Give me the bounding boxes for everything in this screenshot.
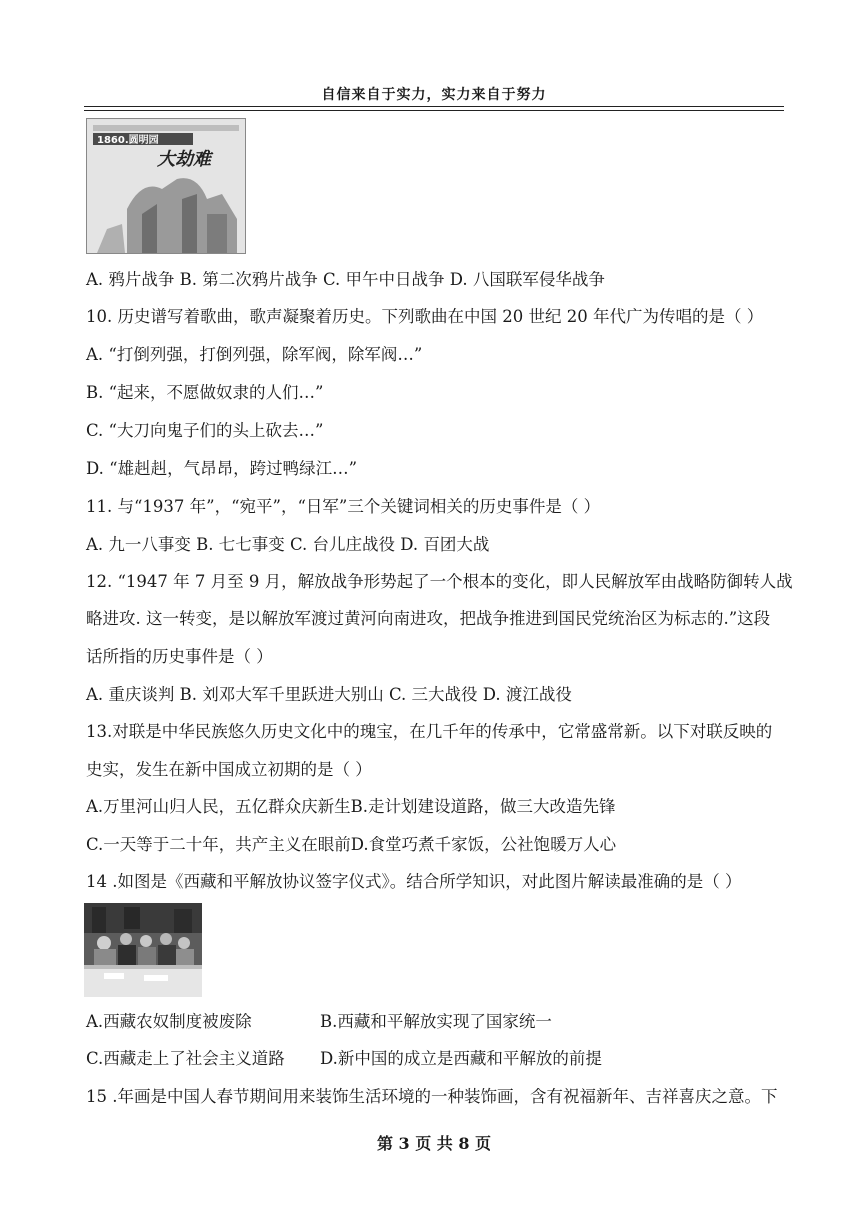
q14-option-d: D.新中国的成立是西藏和平解放的前提 xyxy=(320,1049,602,1068)
poster-subtitle-text: 大劫难 xyxy=(157,149,211,170)
q13-line-2: 史实，发生在新中国成立初期的是（ ） xyxy=(86,760,372,779)
q13-options-cd: C.一天等于二十年，共产主义在眼前D.食堂巧煮千家饭，公社饱暖万人心 xyxy=(86,835,617,854)
page-footer-number: 第 3 页 共 8 页 xyxy=(376,1134,492,1153)
q13-line-1: 13.对联是中华民族悠久历史文化中的瑰宝，在几千年的传承中，它常盛常新。以下对联反映的 xyxy=(86,722,773,741)
header-rule-top xyxy=(84,106,784,107)
yuanmingyuan-poster-image xyxy=(86,118,246,254)
q9-options: A. 鸦片战争 B. 第二次鸦片战争 C. 甲午中日战争 D. 八国联军侵华战争 xyxy=(86,270,605,289)
q12-line-1: 12. “1947 年 7 月至 9 月，解放战争形势起了一个根本的变化，即人民解放军由战略防御转人战 xyxy=(86,572,793,591)
q11-stem: 11. 与“1937 年”，“宛平”，“日军”三个关键词相关的历史事件是（ ） xyxy=(86,497,601,516)
q10-option-c: C. “大刀向鬼子们的头上砍去…” xyxy=(86,421,324,440)
q10-option-d: D. “雄赳赳，气昂昂，跨过鸭绿江…” xyxy=(86,459,358,478)
poster-title-text: 1860.圆明园 xyxy=(97,135,159,146)
tibet-signing-photo xyxy=(84,903,202,997)
q12-line-2: 略进攻. 这一转变，是以解放军渡过黄河向南进攻，把战争推进到国民党统治区为标志的.”这段 xyxy=(86,609,771,628)
q11-options: A. 九一八事变 B. 七七事变 C. 台儿庄战役 D. 百团大战 xyxy=(86,535,490,554)
q13-options-ab: A.万里河山归人民，五亿群众庆新生B.走计划建设道路，做三大改造先锋 xyxy=(86,797,616,816)
header-rule-bottom xyxy=(84,110,784,111)
q14-stem: 14 .如图是《西藏和平解放协议签字仪式》。结合所学知识，对此图片解读最准确的是（ ） xyxy=(86,872,742,891)
q12-options: A. 重庆谈判 B. 刘邓大军千里跃进大别山 C. 三大战役 D. 渡江战役 xyxy=(86,685,572,704)
q15-line-1: 15 .年画是中国人春节期间用来装饰生活环境的一种装饰画，含有祝福新年、吉祥喜庆之意。下 xyxy=(86,1087,778,1106)
q14-option-b: B.西藏和平解放实现了国家统一 xyxy=(320,1012,552,1031)
page-header-motto: 自信来自于实力，实力来自于努力 xyxy=(321,87,547,103)
q14-option-c: C.西藏走上了社会主义道路 xyxy=(86,1049,285,1068)
q10-option-b: B. “起来，不愿做奴隶的人们…” xyxy=(86,383,324,402)
q10-stem: 10. 历史谱写着歌曲，歌声凝聚着历史。下列歌曲在中国 20 世纪 20 年代广为传唱的是（ ） xyxy=(86,307,764,326)
q10-option-a: A. “打倒列强，打倒列强，除军阀，除军阀…” xyxy=(86,345,423,364)
q14-option-a: A.西藏农奴制度被废除 xyxy=(86,1012,252,1031)
q12-line-3: 话所指的历史事件是（ ） xyxy=(86,647,273,666)
